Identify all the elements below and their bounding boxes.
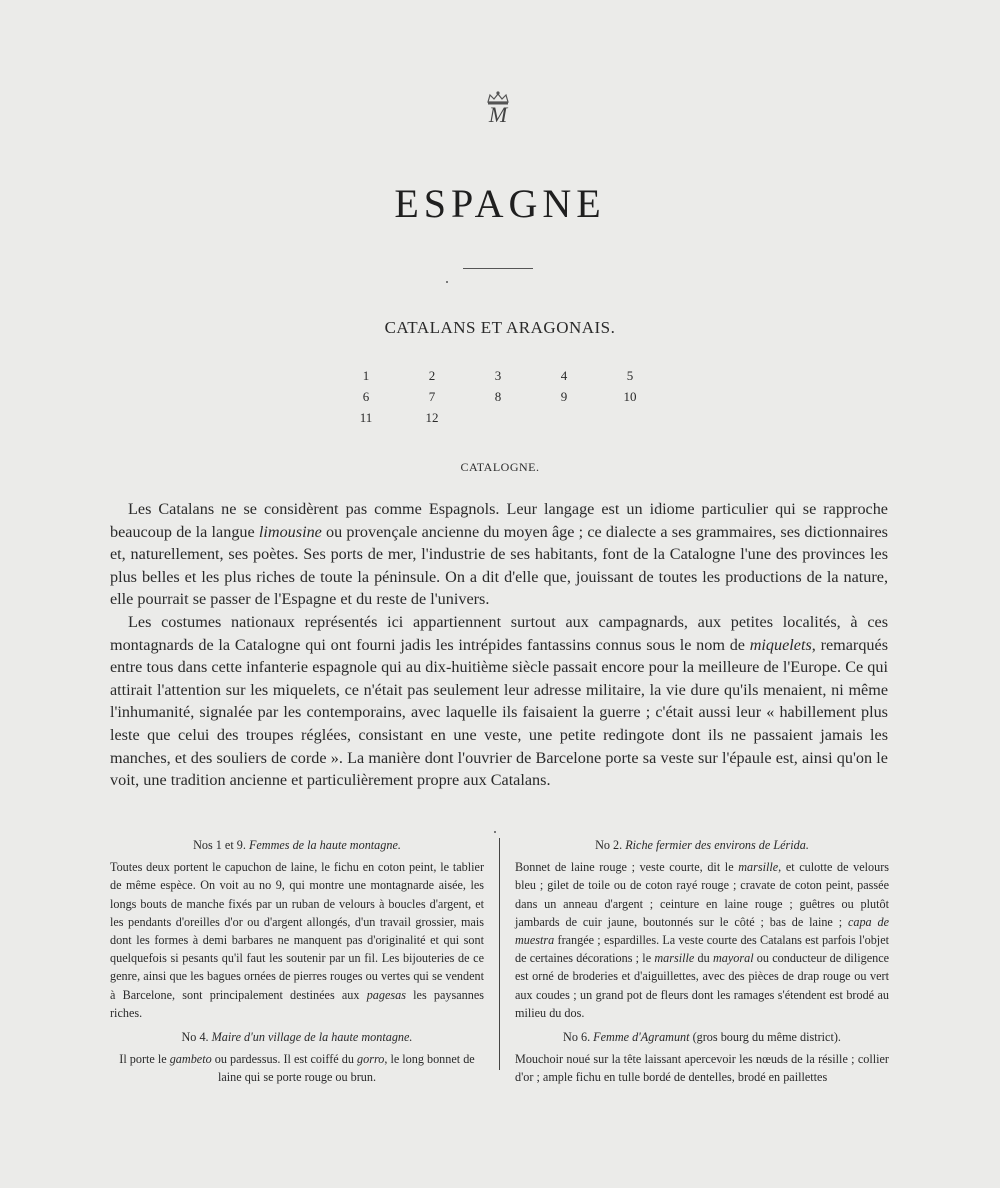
plate-number: 11 [359, 410, 373, 425]
plate-description [515, 836, 889, 1022]
plate-heading: No 2. Riche fermier des environs de Lérida. [595, 838, 809, 852]
plate-text: Mouchoir noué sur la tête laissant apercevoir les nœuds de la résille ; collier d'or ; ample fichu en tulle bordé de dentelles, brodé en paillettes [515, 1052, 889, 1085]
plate-heading: No 4. Maire d'un village de la haute montagne. [181, 1030, 413, 1045]
page-title: ESPAGNE [394, 181, 606, 226]
plate-description [110, 1028, 484, 1087]
plate-number: 12 [425, 410, 439, 425]
plate-text: Toutes deux portent le capuchon de laine, le fichu en coton peint, le tablier de même espèce. On voit au no 9, qui montre une montagnarde aisée, les longs bouts de manche fixés par un ruban de velours à boucles d'argent, et les pendants d'oreilles d'or ou d'argent allongés, d'un travail grossier, mais dont les formes à demi barbares ne manquent pas d'originalité et qui sont quelquefois si pesants qu'il faut les soutenir par un fil. Les bijouteries de ce genre, ainsi que les bagues ornées de pierres rouges ou vertes qui se vendent à Barcelone, sont principalement destinées aux pagesas les paysannes riches. [110, 860, 484, 1020]
plate-number: 5 [626, 368, 634, 383]
plate-number: 8 [494, 389, 502, 404]
ink-speck [446, 281, 448, 283]
plate-heading: Nos 1 et 9. Femmes de la haute montagne. [193, 838, 401, 852]
page-subtitle: CATALANS ET ARAGONAIS. [384, 318, 616, 337]
right-column [515, 836, 889, 1093]
emphasis: miquelets [749, 635, 812, 654]
section-title: CATALOGNE. [460, 460, 540, 474]
plate-description [515, 1028, 889, 1087]
emphasis: limousine [258, 522, 322, 541]
plate-number: 2 [428, 368, 436, 383]
monogram-letter: M [488, 102, 508, 127]
plate-number: 4 [560, 368, 568, 383]
plate-number: 3 [494, 368, 502, 383]
plate-text: Il porte le gambeto ou pardessus. Il est coiffé du gorro, le long bonnet de laine qui se porte rouge ou brun. [119, 1052, 475, 1085]
plate-text: Bonnet de laine rouge ; veste courte, dit le marsille, et culotte de velours bleu ; gilet de toile ou de coton rayé rouge ; cravate de coton peint, passée dans un anneau d'argent ; ceinture en laine rouge ; guêtres ou plutôt jambards de cuir jaune, boutonnés sur le côté ; bas de laine ; capa de muestra frangée ; espardilles. La veste courte des Catalans est parfois l'objet de certaines décorations ; le marsille du mayoral ou conducteur de diligence est orné de broderies et d'aiguillettes, avec des pièces de drap rouge ou vert aux coudes ; un grand pot de fleurs dont les ramages s'étendent est brodé au milieu du dos. [515, 860, 890, 1020]
plate-number: 9 [560, 389, 568, 404]
intro-paragraph: Les Catalans ne se considèrent pas comme Espagnols. Leur langage est un idiome particulier qui se rapproche beaucoup de la langue limousine ou provençale ancienne du moyen âge ; ce dialecte a ses grammaires, ses dictionnaires et, naturellement, ses poètes. Ses ports de mer, l'industrie de ses habitants, font de la Catalogne l'une des provinces les plus belles et les plus riches de toute la péninsule. On a dit d'elle que, jouissant de toutes les productions de la nature, elle pourrait se passer de l'Espagne et du reste de l'univers. [110, 500, 888, 609]
column-divider [499, 838, 500, 1070]
plate-number: 6 [362, 389, 370, 404]
plate-number: 10 [623, 389, 637, 404]
plate-number: 7 [428, 389, 436, 404]
intro-text [110, 498, 888, 792]
intro-paragraph: Les costumes nationaux représentés ici appartiennent surtout aux campagnards, aux petites localités, à ces montagnards de la Catalogne qui ont fourni jadis les intrépides fantassins connus sous le nom de miquelets, remarqués entre tous dans cette infanterie espagnole qui au dix-huitième siècle passait encore pour la meilleure de l'Europe. Ce qui attirait l'attention sur les miquelets, ce n'était pas seulement leur adresse militaire, la vie dure qu'ils menaient, ni même l'inhumanité, signalée par les contemporains, avec laquelle ils faisaient la guerre ; c'était aussi leur « habillement plus leste que celui des troupes réglées, consistant en une veste, une petite redingote dont ils ne passaient jamais les manches, et des souliers de corde ». La manière dont l'ouvrier de Barcelone porte sa veste sur l'épaule est, ainsi qu'on le voit, une tradition ancienne et particulièrement propre aux Catalans. [110, 612, 888, 790]
plate-description [110, 836, 484, 1022]
crowned-monogram [468, 90, 528, 126]
plate-heading: No 6. Femme d'Agramunt (gros bourg du même district). [563, 1030, 841, 1045]
plate-number: 1 [362, 368, 370, 383]
title-rule [463, 268, 533, 269]
left-column [110, 836, 484, 1093]
ink-speck [494, 831, 496, 833]
